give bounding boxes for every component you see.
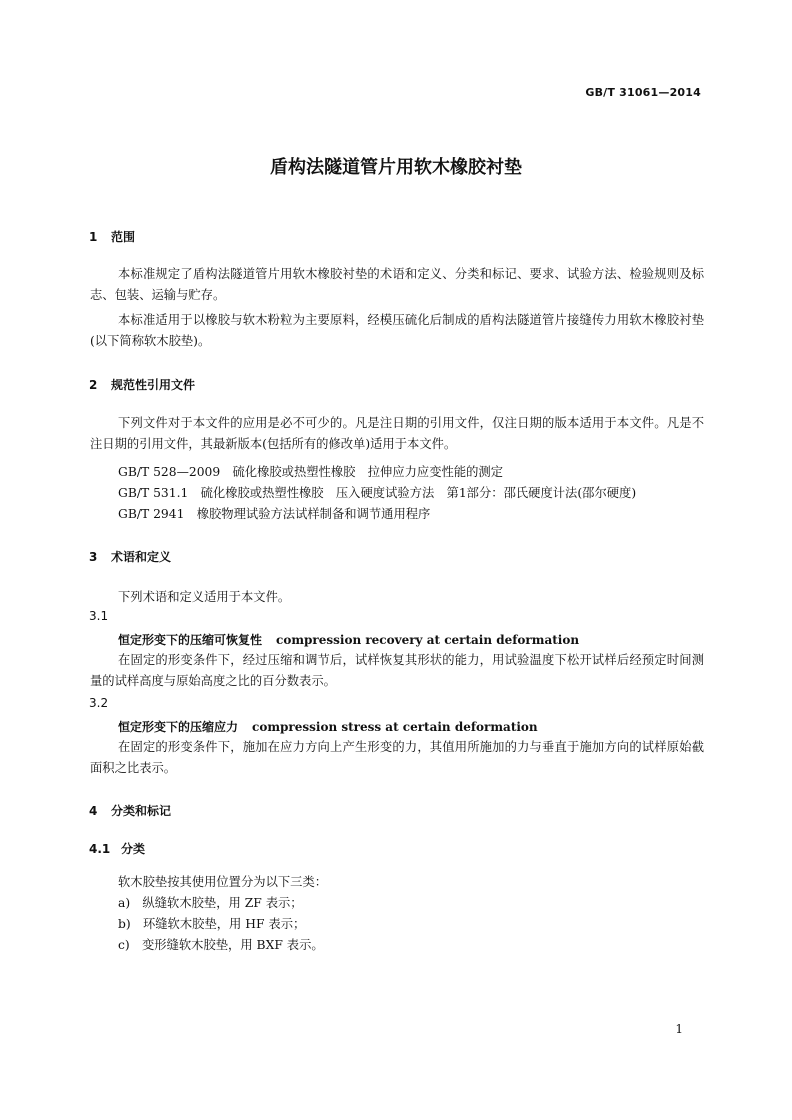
section-1-heading — [89, 228, 135, 245]
normative-reference: GB/T 2941 橡胶物理试验方法试样制备和调节通用程序 — [118, 507, 431, 521]
term-en: compression stress at certain deformation — [252, 720, 538, 734]
normative-reference: GB/T 528—2009 硫化橡胶或热塑性橡胶 拉伸应力应变性能的测定 — [118, 465, 504, 479]
paragraph: 下列术语和定义适用于本文件。 — [118, 590, 291, 604]
list-item: a) 纵缝软木胶垫，用 ZF 表示； — [118, 896, 303, 910]
document-title: 盾构法隧道管片用软木橡胶衬垫 — [270, 157, 522, 178]
standard-code: GB/T 31061—2014 — [585, 86, 701, 99]
page-number: 1 — [675, 1022, 683, 1036]
section-number: 2 — [89, 378, 98, 392]
list-item: c) 变形缝软木胶垫，用 BXF 表示。 — [118, 938, 324, 952]
clause-number: 3.1 — [89, 609, 109, 623]
paragraph: 本标准适用于以橡胶与软木粉粒为主要原料，经模压硫化后制成的盾构法隧道管片接缝传力用软木橡胶衬垫(以下简称软木胶垫)。 — [90, 313, 704, 348]
normative-reference: GB/T 531.1 硫化橡胶或热塑性橡胶 压入硬度试验方法 第1部分：邵氏硬度计法(邵尔硬度) — [118, 486, 637, 500]
term-definition: 在固定的形变条件下，经过压缩和调节后，试样恢复其形状的能力，用试验温度下松开试样后经预定时间测量的试样高度与原始高度之比的百分数表示。 — [90, 653, 704, 688]
section-title: 术语和定义 — [111, 550, 172, 564]
section-3-heading — [89, 548, 171, 565]
term-entry — [118, 631, 579, 648]
section-title: 分类和标记 — [111, 804, 172, 818]
section-number: 3 — [89, 550, 98, 564]
clause-number: 3.2 — [89, 696, 109, 710]
section-title: 范围 — [111, 230, 136, 244]
term-zh: 恒定形变下的压缩应力 — [118, 720, 239, 734]
subsection-title: 分类 — [121, 842, 146, 856]
paragraph: 本标准规定了盾构法隧道管片用软木橡胶衬垫的术语和定义、分类和标记、要求、试验方法、检验规则及标志、包装、运输与贮存。 — [90, 267, 704, 302]
section-title: 规范性引用文件 — [111, 378, 196, 392]
section-number: 1 — [89, 230, 98, 244]
section-number: 4 — [89, 804, 98, 818]
paragraph: 下列文件对于本文件的应用是必不可少的。凡是注日期的引用文件，仅注日期的版本适用于本文件。凡是不注日期的引用文件，其最新版本(包括所有的修改单)适用于本文件。 — [90, 416, 704, 451]
term-en: compression recovery at certain deformation — [276, 633, 580, 647]
paragraph: 软木胶垫按其使用位置分为以下三类： — [118, 875, 328, 889]
list-item: b) 环缝软木胶垫，用 HF 表示； — [118, 917, 306, 931]
subsection-heading — [89, 840, 145, 857]
term-definition: 在固定的形变条件下，施加在应力方向上产生形变的力，其值用所施加的力与垂直于施加方向的试样原始截面积之比表示。 — [90, 740, 704, 775]
term-zh: 恒定形变下的压缩可恢复性 — [118, 633, 263, 647]
term-entry — [118, 718, 538, 735]
subsection-number: 4.1 — [89, 842, 111, 856]
section-4-heading — [89, 802, 171, 819]
section-2-heading — [89, 376, 195, 393]
